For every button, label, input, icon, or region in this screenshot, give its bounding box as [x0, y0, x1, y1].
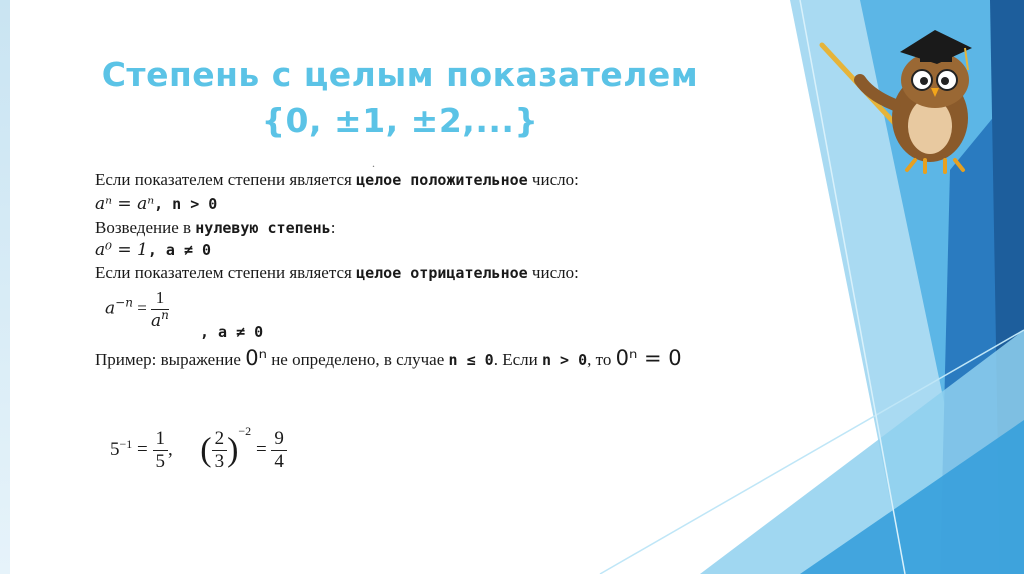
denominator: 5	[155, 451, 165, 472]
text: . Если	[493, 350, 542, 369]
text: Возведение в	[95, 218, 196, 237]
result: 0ⁿ = 0	[615, 346, 682, 370]
owl-feet	[907, 160, 963, 172]
bold-term: целое положительное	[356, 171, 528, 189]
rule-negative-intro	[95, 263, 579, 283]
equals-sign: =	[137, 438, 148, 460]
comma: ,	[168, 438, 173, 460]
text: Пример: выражение	[95, 350, 246, 369]
title-line-2: {0, ±1, ±2,...}	[261, 101, 539, 140]
slide-title	[70, 52, 730, 144]
bold-term: нулевую степень	[195, 219, 331, 237]
numerator: 1	[153, 428, 169, 451]
ex1-fraction	[153, 428, 169, 473]
fraction	[151, 287, 169, 332]
cap-band	[920, 52, 952, 62]
text: число:	[527, 170, 579, 189]
numerator: 9	[271, 428, 287, 451]
ex1-exponent: −1	[119, 436, 133, 451]
denominator: 3	[214, 451, 225, 472]
title-line-1: Степень с целым показателем	[101, 55, 699, 94]
ex2-fraction	[212, 428, 228, 473]
text: не определено, в случае	[266, 350, 449, 369]
ex2-result-fraction	[271, 428, 287, 473]
denominator	[151, 310, 169, 332]
text: Если показателем степени является	[95, 170, 357, 189]
rule-zero-formula	[95, 240, 211, 260]
cap-tassel	[965, 48, 968, 70]
numerator: 2	[212, 428, 228, 451]
lhs-base: a	[105, 298, 116, 319]
condition: n ≤ 0	[448, 351, 494, 369]
formula: aⁿ = aⁿ	[95, 194, 155, 214]
numeric-examples	[110, 423, 287, 473]
rule-negative-formula	[105, 287, 169, 332]
text: :	[330, 218, 336, 237]
rule-negative-cond	[200, 322, 263, 342]
den-exponent: n	[161, 308, 169, 322]
owl-wing	[860, 80, 895, 105]
text: число:	[527, 263, 579, 282]
formula: a⁰ = 1	[95, 240, 148, 260]
denominator: 4	[274, 451, 284, 472]
owl-pupil-right	[941, 77, 949, 85]
condition: n > 0	[541, 351, 588, 369]
rule-positive-formula	[95, 194, 217, 214]
expr: 0ⁿ	[245, 346, 267, 370]
ex2-exponent: −2	[238, 423, 252, 438]
rule-positive-intro	[95, 170, 579, 190]
ex1-base: 5	[110, 438, 120, 460]
bold-term: целое отрицательное	[356, 264, 528, 282]
condition: , a ≠ 0	[200, 323, 264, 341]
rule-zero-intro	[95, 218, 335, 238]
condition: , a ≠ 0	[147, 241, 212, 259]
equals-sign: =	[137, 298, 147, 318]
lhs-exponent: −n	[115, 295, 133, 310]
text: , то	[587, 350, 616, 369]
paren-left: (	[200, 431, 212, 469]
paren-right: )	[227, 431, 239, 469]
equals-sign: =	[255, 438, 267, 460]
numerator: 1	[151, 287, 169, 310]
text: Если показателем степени является	[95, 263, 357, 282]
example-line	[95, 346, 682, 370]
owl-pupil-left	[920, 77, 928, 85]
den-base: a	[151, 311, 162, 331]
condition: , n > 0	[154, 195, 218, 213]
stray-mark: .	[372, 156, 375, 170]
